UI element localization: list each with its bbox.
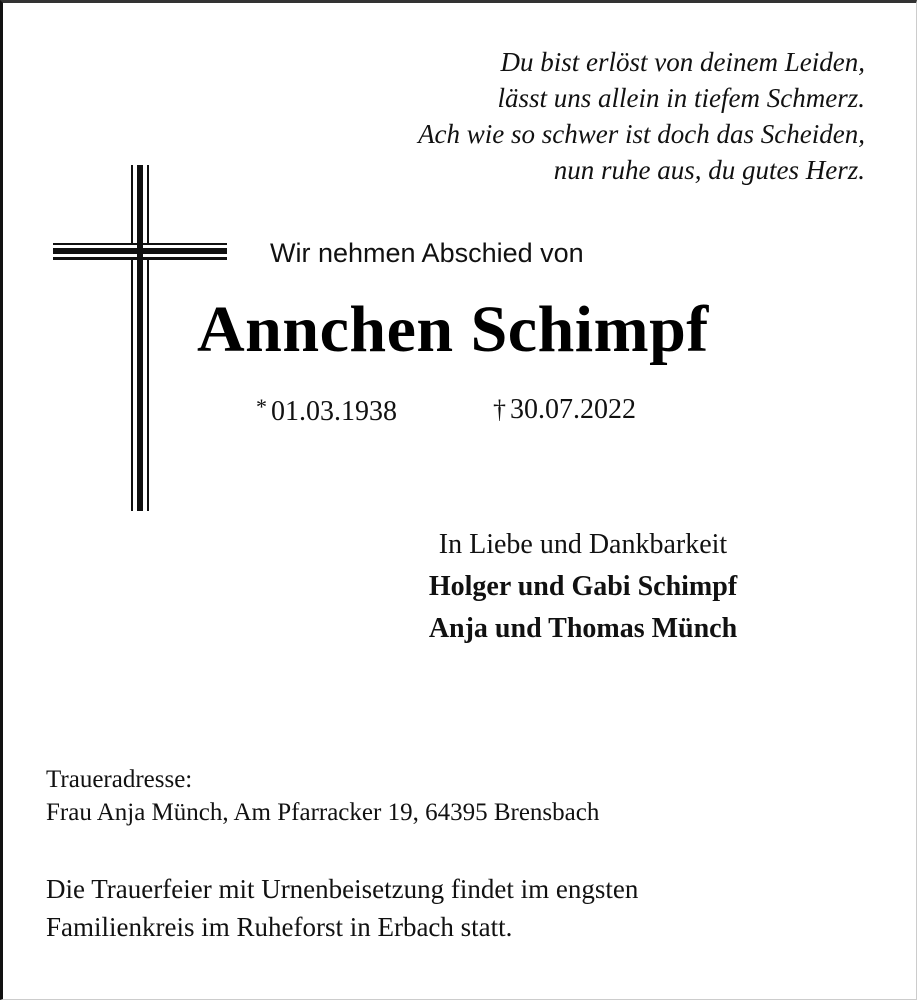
ceremony-line: Familienkreis im Ruheforst in Erbach statt. — [46, 912, 513, 942]
poem-verse — [418, 44, 865, 188]
poem-line: lässt uns allein in tiefem Schmerz. — [497, 83, 865, 113]
poem-line: Du bist erlöst von deinem Leiden, — [500, 47, 865, 77]
farewell-intro: Wir nehmen Abschied von — [270, 238, 584, 268]
birth-star-icon: * — [256, 394, 267, 419]
birth-date-value: 01.03.1938 — [271, 396, 397, 427]
cross-vertical-beam — [131, 165, 149, 511]
poem-line: Ach wie so schwer ist doch das Scheiden, — [418, 119, 865, 149]
address-label: Traueradresse: — [46, 766, 193, 793]
mourners-block — [383, 524, 783, 650]
address-value: Frau Anja Münch, Am Pfarracker 19, 64395 Brensbach — [46, 799, 600, 826]
deceased-name: Annchen Schimpf — [197, 293, 709, 366]
death-date-value: 30.07.2022 — [510, 394, 636, 425]
ceremony-note — [46, 870, 638, 946]
dagger-icon: † — [493, 395, 506, 424]
ceremony-line: Die Trauerfeier mit Urnenbeisetzung findet im engsten — [46, 874, 639, 904]
cross-center — [137, 243, 143, 260]
poem-line: nun ruhe aus, du gutes Herz. — [553, 155, 865, 185]
death-date — [493, 394, 636, 426]
mourner-name: Holger und Gabi Schimpf — [428, 571, 738, 602]
birth-date — [256, 394, 397, 428]
mourner-name: Anja und Thomas Münch — [428, 613, 738, 644]
mourning-address — [46, 763, 599, 829]
dedication-line: In Liebe und Dankbarkeit — [438, 529, 728, 560]
